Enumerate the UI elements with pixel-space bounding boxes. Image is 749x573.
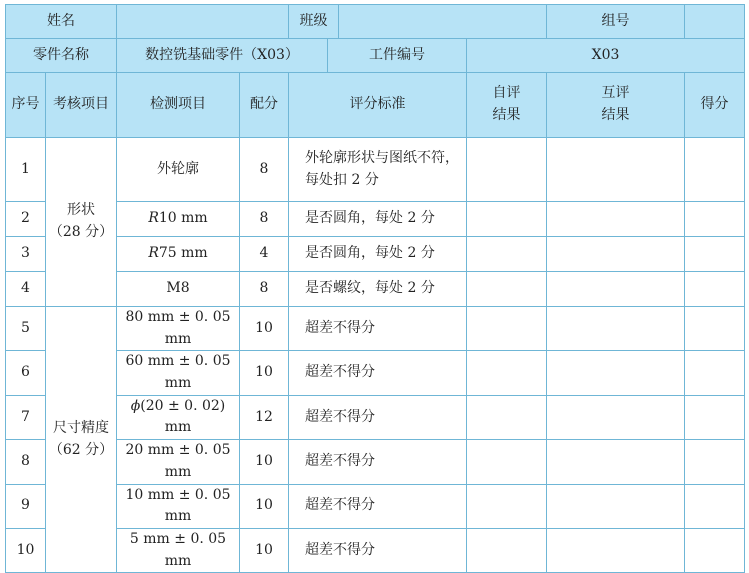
row-points: 4 bbox=[240, 237, 289, 272]
group-cell-dimension bbox=[46, 307, 117, 573]
row-criteria: 超差不得分 bbox=[289, 307, 467, 351]
peer-eval-cell[interactable] bbox=[547, 138, 685, 202]
row-criteria: 超差不得分 bbox=[289, 351, 467, 395]
self-eval-cell[interactable] bbox=[467, 351, 547, 395]
row-seq: 8 bbox=[6, 440, 46, 484]
score-cell[interactable] bbox=[685, 272, 745, 307]
part-no-label: 工件编号 bbox=[328, 39, 467, 73]
row-item: 外轮廓 bbox=[117, 138, 240, 202]
self-eval-cell[interactable] bbox=[467, 440, 547, 484]
row-seq: 9 bbox=[6, 484, 46, 528]
col-criteria: 评分标准 bbox=[289, 73, 467, 138]
peer-eval-cell[interactable] bbox=[547, 484, 685, 528]
score-cell[interactable] bbox=[685, 395, 745, 439]
row-item: 5 mm ± 0. 05 mm bbox=[117, 528, 240, 572]
group-points: （28 分） bbox=[48, 224, 114, 240]
row-criteria: 是否螺纹，每处 2 分 bbox=[289, 272, 467, 307]
group-label: 组号 bbox=[547, 5, 685, 39]
peer-eval-cell[interactable] bbox=[547, 440, 685, 484]
row-points: 8 bbox=[240, 138, 289, 202]
row-item: 10 mm ± 0. 05 mm bbox=[117, 484, 240, 528]
part-name-label: 零件名称 bbox=[6, 39, 117, 73]
row-seq: 7 bbox=[6, 395, 46, 439]
peer-eval-cell[interactable] bbox=[547, 528, 685, 572]
table-row bbox=[6, 307, 745, 351]
table-row bbox=[6, 237, 745, 272]
evaluation-table bbox=[5, 4, 745, 573]
column-header-row bbox=[6, 73, 745, 138]
row-item bbox=[117, 202, 240, 237]
row-seq: 4 bbox=[6, 272, 46, 307]
score-cell[interactable] bbox=[685, 202, 745, 237]
self-eval-cell[interactable] bbox=[467, 237, 547, 272]
item-text: 75 mm bbox=[158, 245, 208, 262]
row-item: 60 mm ± 0. 05 mm bbox=[117, 351, 240, 395]
row-criteria: 超差不得分 bbox=[289, 440, 467, 484]
col-category: 考核项目 bbox=[46, 73, 117, 138]
self-eval-cell[interactable] bbox=[467, 138, 547, 202]
row-criteria: 超差不得分 bbox=[289, 528, 467, 572]
item-text: 10 mm bbox=[158, 210, 208, 227]
score-cell[interactable] bbox=[685, 440, 745, 484]
table-row bbox=[6, 272, 745, 307]
score-cell[interactable] bbox=[685, 237, 745, 272]
row-points: 12 bbox=[240, 395, 289, 439]
row-points: 10 bbox=[240, 484, 289, 528]
score-cell[interactable] bbox=[685, 484, 745, 528]
item-prefix: R bbox=[148, 245, 159, 262]
col-peer-eval: 互评 结果 bbox=[547, 73, 685, 138]
row-seq: 1 bbox=[6, 138, 46, 202]
row-criteria: 是否圆角，每处 2 分 bbox=[289, 237, 467, 272]
score-cell[interactable] bbox=[685, 307, 745, 351]
class-value-cell[interactable] bbox=[339, 5, 547, 39]
peer-eval-cell[interactable] bbox=[547, 351, 685, 395]
row-points: 10 bbox=[240, 528, 289, 572]
item-text: (20 ± 0. 02) mm bbox=[140, 397, 226, 436]
peer-eval-cell[interactable] bbox=[547, 272, 685, 307]
row-seq: 2 bbox=[6, 202, 46, 237]
col-points: 配分 bbox=[240, 73, 289, 138]
score-cell[interactable] bbox=[685, 138, 745, 202]
name-value-cell[interactable] bbox=[117, 5, 289, 39]
col-seq: 序号 bbox=[6, 73, 46, 138]
self-eval-cell[interactable] bbox=[467, 528, 547, 572]
part-name-value: 数控铣基础零件（X03） bbox=[117, 39, 328, 73]
group-name: 尺寸精度 bbox=[53, 419, 109, 436]
row-criteria: 超差不得分 bbox=[289, 395, 467, 439]
evaluation-table-wrapper bbox=[5, 4, 744, 569]
item-prefix: ϕ bbox=[130, 397, 141, 414]
row-points: 8 bbox=[240, 202, 289, 237]
group-cell-shape bbox=[46, 138, 117, 307]
row-points: 8 bbox=[240, 272, 289, 307]
row-seq: 6 bbox=[6, 351, 46, 395]
group-points: （62 分） bbox=[48, 441, 114, 458]
table-row bbox=[6, 395, 745, 439]
row-item: M8 bbox=[117, 272, 240, 307]
row-item: 80 mm ± 0. 05 mm bbox=[117, 307, 240, 351]
col-item: 检测项目 bbox=[117, 73, 240, 138]
row-criteria: 外轮廓形状与图纸不符，每处扣 2 分 bbox=[289, 138, 467, 202]
row-points: 10 bbox=[240, 307, 289, 351]
row-item bbox=[117, 237, 240, 272]
col-self-eval: 自评 结果 bbox=[467, 73, 547, 138]
table-row bbox=[6, 138, 745, 202]
self-eval-cell[interactable] bbox=[467, 272, 547, 307]
row-item bbox=[117, 395, 240, 439]
peer-eval-cell[interactable] bbox=[547, 307, 685, 351]
peer-eval-cell[interactable] bbox=[547, 395, 685, 439]
self-eval-cell[interactable] bbox=[467, 484, 547, 528]
table-row bbox=[6, 351, 745, 395]
table-row bbox=[6, 528, 745, 572]
group-name: 形状 bbox=[67, 202, 95, 219]
peer-eval-cell[interactable] bbox=[547, 237, 685, 272]
peer-eval-cell[interactable] bbox=[547, 202, 685, 237]
self-eval-cell[interactable] bbox=[467, 307, 547, 351]
name-label: 姓名 bbox=[6, 5, 117, 39]
header-row-student bbox=[6, 5, 745, 39]
self-eval-cell[interactable] bbox=[467, 395, 547, 439]
class-label: 班级 bbox=[289, 5, 339, 39]
row-seq: 5 bbox=[6, 307, 46, 351]
row-criteria: 超差不得分 bbox=[289, 484, 467, 528]
score-cell[interactable] bbox=[685, 528, 745, 572]
item-prefix: R bbox=[148, 210, 159, 227]
table-row bbox=[6, 440, 745, 484]
header-row-part bbox=[6, 39, 745, 73]
row-item: 20 mm ± 0. 05 mm bbox=[117, 440, 240, 484]
table-row bbox=[6, 484, 745, 528]
self-eval-cell[interactable] bbox=[467, 202, 547, 237]
row-points: 10 bbox=[240, 440, 289, 484]
table-row bbox=[6, 202, 745, 237]
score-cell[interactable] bbox=[685, 351, 745, 395]
row-seq: 3 bbox=[6, 237, 46, 272]
col-score: 得分 bbox=[685, 73, 745, 138]
row-criteria: 是否圆角，每处 2 分 bbox=[289, 202, 467, 237]
row-points: 10 bbox=[240, 351, 289, 395]
group-value-cell[interactable] bbox=[685, 5, 745, 39]
part-no-value: X03 bbox=[467, 39, 745, 73]
row-seq: 10 bbox=[6, 528, 46, 572]
